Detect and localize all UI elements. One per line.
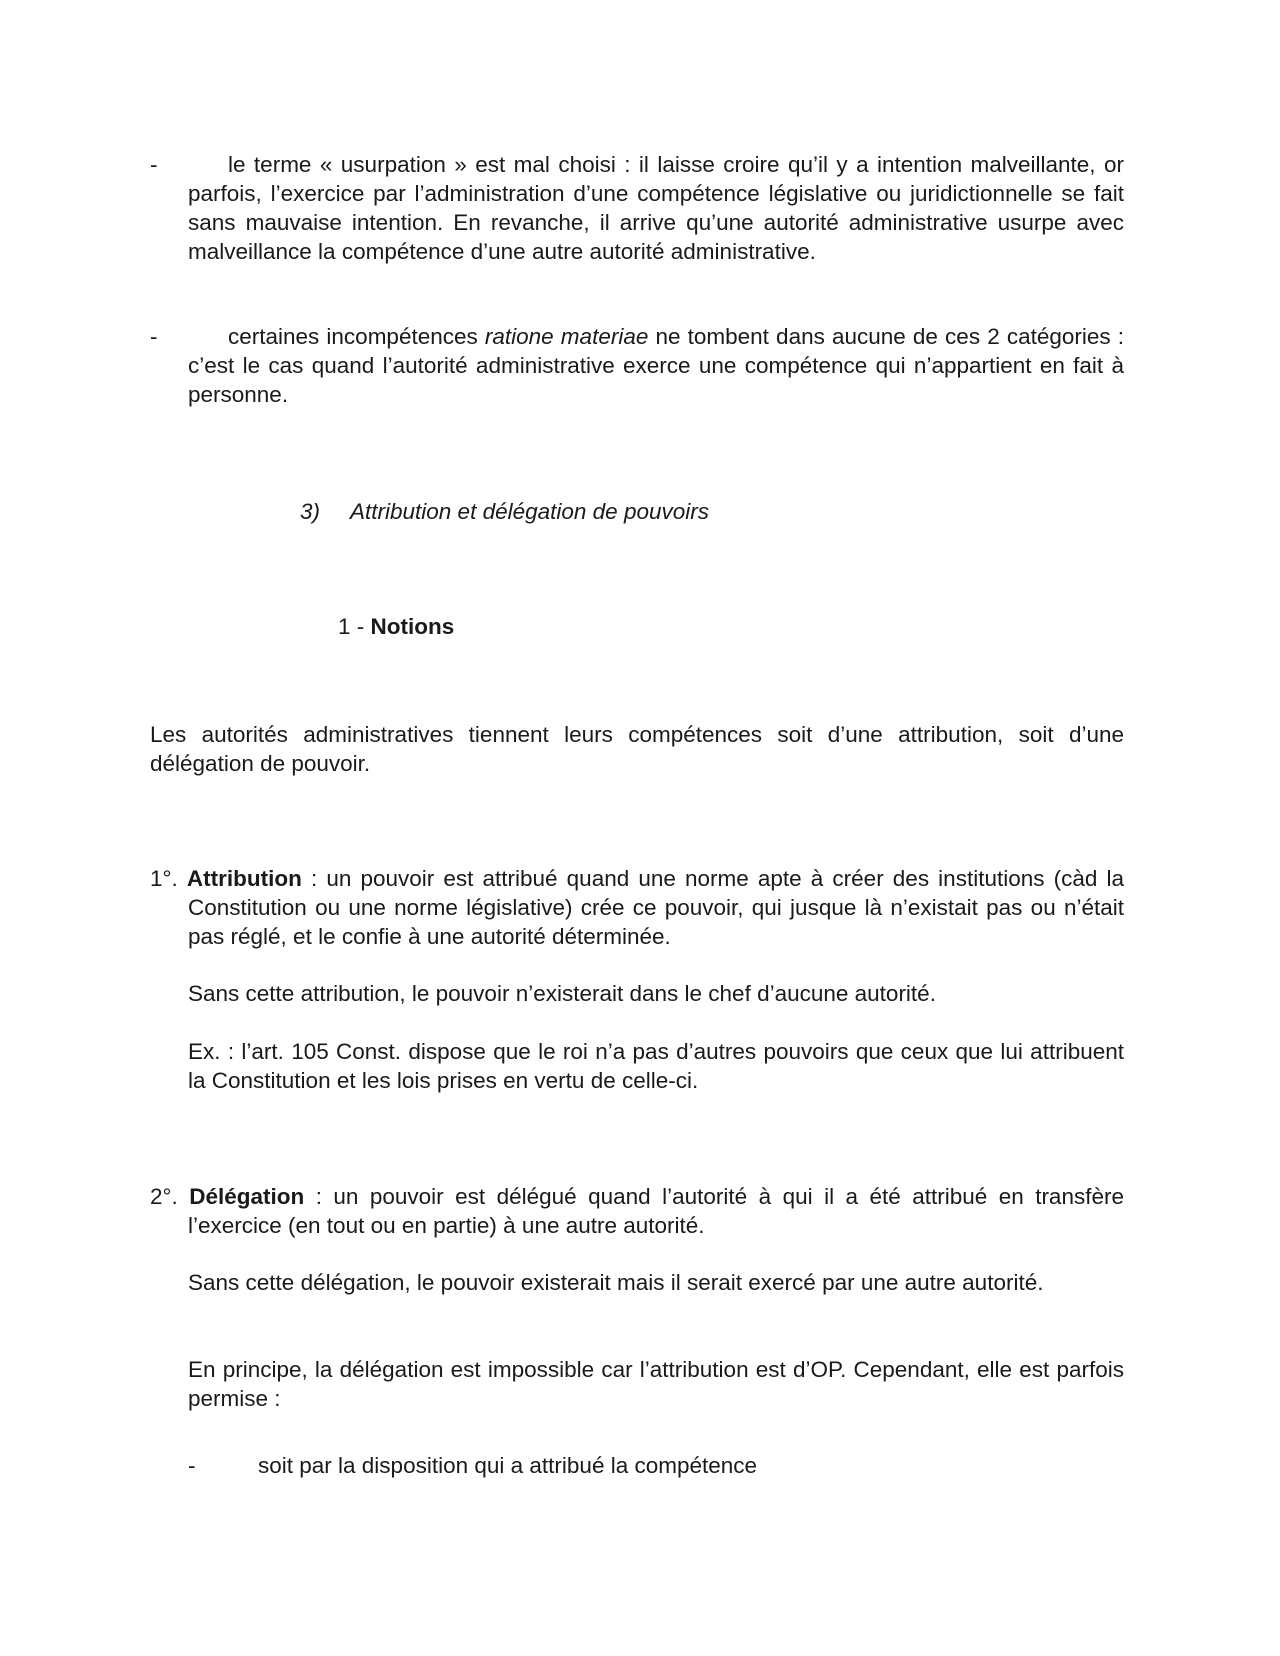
delegation-item	[150, 1182, 1124, 1240]
list-item-text-before: certaines incompétences	[228, 324, 485, 349]
list-item-text: le terme « usurpation » est mal choisi : il laisse croire qu’il y a intention malveillante, or parfois, l’exercice par l’administration d’une compétence législative ou juridictionnelle se fait sans mauvaise intention. En revanche, il arrive qu’une autorité administrative usurpe avec malveillance la compétence d’une autre autorité administrative.	[188, 152, 1124, 264]
attribution-term: Attribution	[186, 866, 302, 891]
delegation-paragraph-3: En principe, la délégation est impossible car l’attribution est d’OP. Cependant, elle est parfois permise :	[188, 1357, 1124, 1411]
intro-paragraph: Les autorités administratives tiennent leurs compétences soit d’une attribution, soit d’une délégation de pouvoir.	[150, 722, 1124, 776]
list-item-ratione-materiae	[150, 322, 1124, 409]
attribution-number: 1°.	[150, 866, 178, 891]
attribution-example: Ex. : l’art. 105 Const. dispose que le roi n’a pas d’autres pouvoirs que ceux que lui attribuent la Constitution et les lois prises en vertu de celle-ci.	[188, 1039, 1124, 1093]
delegation-sub-item-text: soit par la disposition qui a attribué la compétence	[258, 1453, 758, 1478]
delegation-text: : un pouvoir est délégué quand l’autorité à qui il a été attribué en transfère l’exercice (en tout ou en partie) à une autre autorité.	[188, 1184, 1124, 1238]
attribution-item	[150, 864, 1124, 951]
list-dash: -	[188, 1453, 196, 1478]
subsection-title: Notions	[370, 614, 455, 639]
subsection-heading	[338, 612, 454, 641]
delegation-number: 2°.	[150, 1184, 178, 1209]
subsection-prefix: 1 -	[338, 614, 371, 639]
list-dash: -	[150, 324, 158, 349]
list-dash: -	[150, 152, 158, 177]
list-item-italic-term: ratione materiae	[484, 324, 649, 349]
delegation-paragraph-2: Sans cette délégation, le pouvoir existerait mais il serait exercé par une autre autorité.	[188, 1270, 1044, 1295]
section-title: Attribution et délégation de pouvoirs	[350, 499, 709, 524]
attribution-text: : un pouvoir est attribué quand une norme apte à créer des institutions (càd la Constitution ou une norme législative) crée ce pouvoir, qui jusque là n’existait pas ou n’était pas réglé, et le confie à une autorité déterminée.	[188, 866, 1124, 949]
attribution-paragraph-2: Sans cette attribution, le pouvoir n’existerait dans le chef d’aucune autorité.	[188, 981, 936, 1006]
list-item-usurpation	[150, 150, 1124, 266]
section-heading	[300, 497, 709, 526]
section-number: 3)	[300, 499, 321, 524]
list-item-text-after: ne tombent dans aucune de ces 2 catégories : c’est le cas quand l’autorité administrative exerce une compétence qui n’appartient en fait à personne.	[188, 324, 1125, 407]
delegation-sub-item	[188, 1451, 1124, 1480]
delegation-term: Délégation	[189, 1184, 305, 1209]
